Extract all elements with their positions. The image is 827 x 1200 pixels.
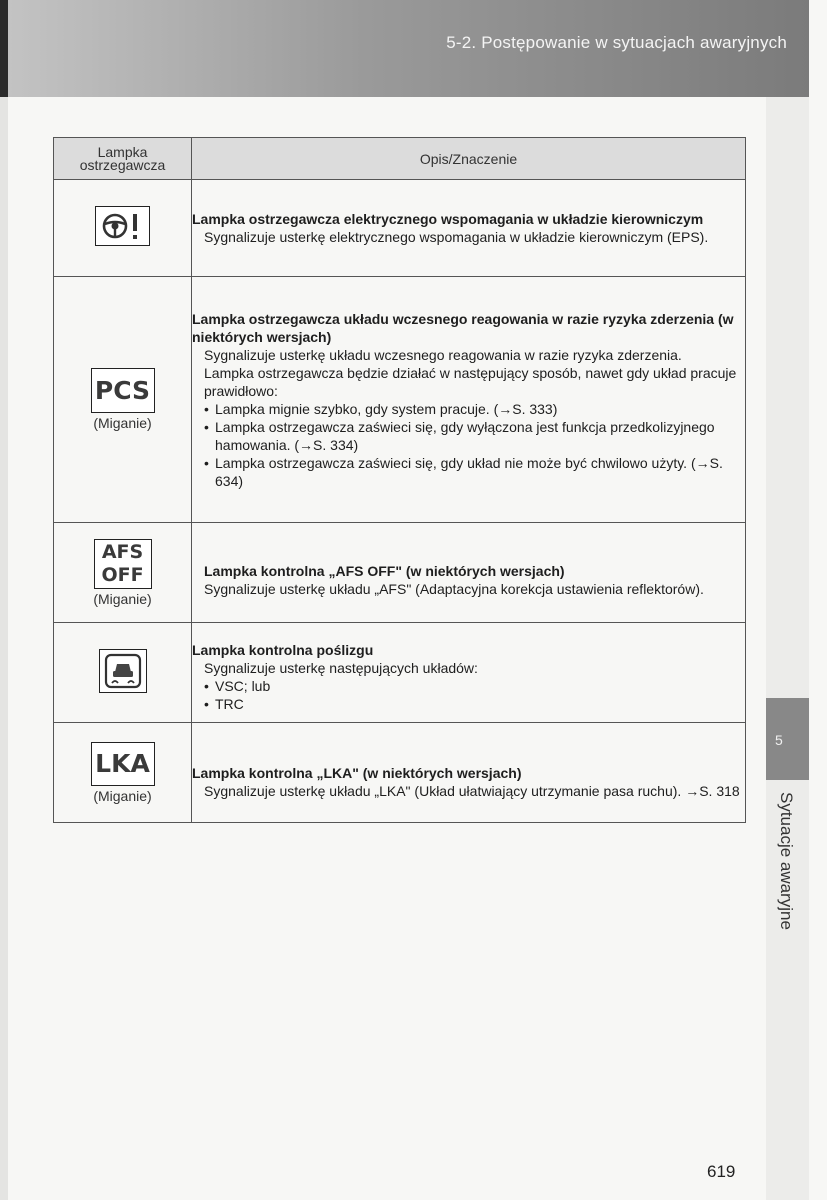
lamp-description: Sygnalizuje usterkę układu „AFS" (Adaptacyjna korekcja ustawienia reflektorów).: [204, 580, 704, 597]
page-number: 619: [707, 1162, 736, 1181]
list-item: • TRC: [204, 695, 745, 713]
header-band: [0, 0, 809, 97]
list-item: • Lampka ostrzegawcza zaświeci się, gdy wyłączona jest funkcja przedkolizyjnego hamowania. (→S. 334): [204, 418, 745, 454]
lamp-cell: [54, 180, 192, 277]
table-row: [54, 623, 746, 723]
description-cell: [192, 523, 746, 623]
lamp-note: (Miganie): [93, 787, 152, 804]
lamp-title: Lampka ostrzegawcza elektrycznego wspomagania w układzie kierowniczym: [192, 211, 704, 227]
description-cell: [192, 723, 746, 823]
lamp-cell: [54, 277, 192, 523]
lka-indicator-icon: LKA: [91, 742, 155, 786]
page-edge: [0, 0, 8, 1200]
lamp-note: (Miganie): [93, 415, 152, 431]
table-header-row: [54, 138, 746, 180]
lamp-description: Sygnalizuje usterkę układu „LKA" (Układ ułatwiający utrzymanie pasa ruchu). →S. 318: [204, 782, 740, 799]
lamp-note: (Miganie): [93, 590, 152, 607]
list-item: • Lampka mignie szybko, gdy system pracuje. (→S. 333): [204, 400, 745, 418]
warning-lights-table: [53, 137, 746, 823]
table-row: [54, 523, 746, 623]
lamp-description: Sygnalizuje usterkę następujących układów:: [204, 659, 478, 676]
table-row: [54, 277, 746, 523]
description-cell: [192, 180, 746, 277]
lamp-title: Lampka ostrzegawcza układu wczesnego reagowania w razie ryzyka zderzenia (w niektórych wersjach): [192, 310, 734, 345]
chapter-label: Sytuacje awaryjne: [777, 792, 796, 930]
lamp-cell: [54, 523, 192, 623]
column-header-lamp: Lampka ostrzegawcza: [54, 138, 192, 180]
lamp-cell: [54, 723, 192, 823]
side-strip: [766, 97, 809, 1200]
pcs-indicator-icon: PCS: [91, 368, 155, 413]
table-row: [54, 180, 746, 277]
description-cell: [192, 277, 746, 523]
lamp-description: Sygnalizuje usterkę elektrycznego wspomagania w układzie kierowniczym (EPS).: [204, 229, 709, 245]
table-row: [54, 723, 746, 823]
chapter-tab: [766, 698, 809, 780]
lamp-title: Lampka kontrolna poślizgu: [192, 641, 374, 658]
lamp-description-extra: Lampka ostrzegawcza będzie działać w następujący sposób, nawet gdy układ pracuje prawidłowo:: [204, 364, 737, 399]
list-item: • Lampka ostrzegawcza zaświeci się, gdy układ nie może być chwilowo użyty. (→S. 634): [204, 454, 745, 490]
header-edge: [0, 0, 8, 97]
lamp-title: Lampka kontrolna „LKA" (w niektórych wersjach): [192, 764, 522, 781]
slip-indicator-icon: [99, 649, 147, 693]
lamp-description: Sygnalizuje usterkę układu wczesnego reagowania w razie ryzyka zderzenia.: [204, 346, 682, 363]
lamp-cell: [54, 623, 192, 723]
bullet-list: [192, 677, 745, 713]
description-cell: [192, 623, 746, 723]
lamp-title: Lampka kontrolna „AFS OFF" (w niektórych wersjach): [204, 562, 565, 579]
column-header-description: Opis/Znaczenie: [192, 138, 746, 180]
list-item: • VSC; lub: [204, 677, 745, 695]
section-title: 5-2. Postępowanie w sytuacjach awaryjnych: [446, 33, 787, 52]
afs-off-indicator-icon: AFS OFF: [94, 539, 152, 589]
chapter-number: 5: [775, 732, 783, 748]
steering-warning-icon: [95, 206, 150, 246]
bullet-list: [192, 400, 745, 490]
